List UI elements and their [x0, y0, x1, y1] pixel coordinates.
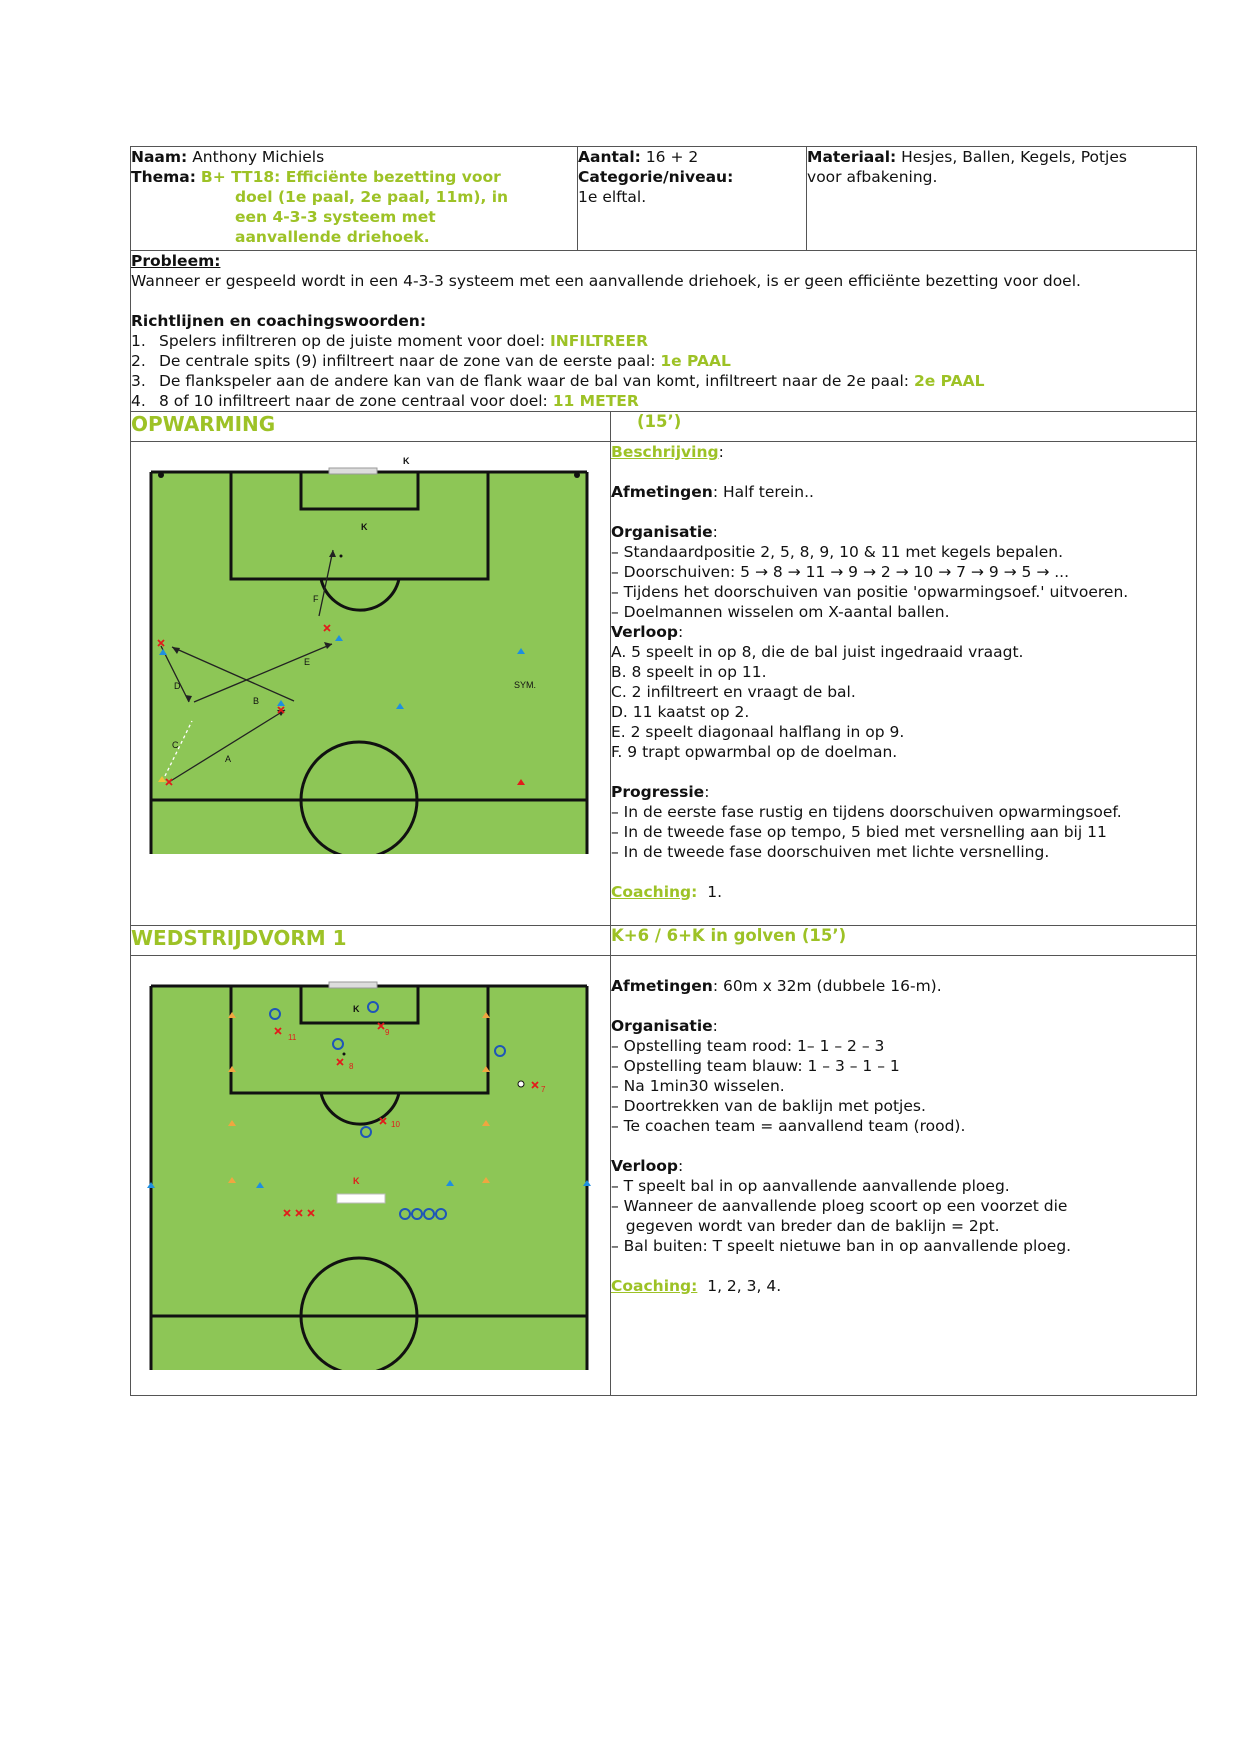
- verloop-line: E. 2 speelt diagonaal halflang in op 9.: [611, 723, 905, 741]
- organisatie-line: – Opstelling team blauw: 1 – 3 – 1 – 1: [611, 1057, 900, 1075]
- coaching-label: Coaching:: [611, 1277, 698, 1295]
- pitch-grass: [151, 986, 587, 1370]
- goal-top: [329, 982, 377, 988]
- organisatie-line: – Na 1min30 wisselen.: [611, 1077, 785, 1095]
- progressie-line: – In de eerste fase rustig en tijdens doorschuiven opwarmingsoef.: [611, 803, 1122, 821]
- richtlijn-item: 3. De flankspeler aan de andere kan van de flank waar de bal van komt, infiltreert naar de 2e paal: 2e PAAL: [131, 372, 985, 390]
- afmetingen-label: Afmetingen: [611, 977, 713, 995]
- label-b: B: [253, 696, 260, 706]
- opwarming-duration: (15’): [611, 412, 1197, 442]
- beschrijving-label: Beschrijving: [611, 443, 719, 461]
- label-sym: SYM.: [514, 680, 537, 690]
- label-a: A: [225, 754, 232, 764]
- label-f: F: [313, 594, 319, 604]
- thema-line-2: doel (1e paal, 2e paal, 11m), in: [235, 188, 509, 206]
- wedstrijdvorm-description: Afmetingen: 60m x 32m (dubbele 16-m). Organisatie: – Opstelling team rood: 1– 1 – 2 – 3 – Opstelling team blauw: 1 – 3 – 1 – 1 – Na 1min30 wisselen. – Doortrekken van de baklijn met potjes. – Te coachen team = aanvallend team (rood). Verloop: – T speelt bal in op aanvallende aanvallende ploeg. – Wanneer de aanvallende ploeg scoort op een voorzet die gegeven wordt van breder dan de baklijn = 2pt. – Bal buiten: T speelt nietuwe ban in op aanvallende ploeg. Coaching: 1, 2, 3, 4.: [611, 956, 1197, 1396]
- opwarming-diagram-cell: [131, 442, 611, 926]
- materiaal-label: Materiaal:: [807, 148, 897, 166]
- ball: [343, 1053, 346, 1056]
- progressie-line: – In de tweede fase doorschuiven met lichte versnelling.: [611, 843, 1050, 861]
- opwarming-title: OPWARMING: [131, 412, 611, 442]
- num-7: 7: [541, 1085, 546, 1094]
- organisatie-label: Organisatie: [611, 523, 713, 541]
- verloop-line: F. 9 trapt opwarmbal op de doelman.: [611, 743, 898, 761]
- thema-line-1: B+ TT18: Efficiënte bezetting voor: [200, 168, 501, 186]
- header-materiaal-cell: [807, 147, 1197, 251]
- probleem-cell: [131, 251, 1197, 412]
- organisatie-line: – Opstelling team rood: 1– 1 – 2 – 3: [611, 1037, 885, 1055]
- label-d: D: [174, 681, 181, 691]
- thema-line-3: een 4-3-3 systeem met: [235, 208, 436, 226]
- verloop-line: D. 11 kaatst op 2.: [611, 703, 750, 721]
- coaching-value: 1.: [707, 883, 723, 901]
- categorie-value: 1e elftal.: [578, 188, 647, 206]
- coaching-label: Coaching: [611, 883, 692, 901]
- afmetingen-value: : 60m x 32m (dubbele 16-m).: [712, 977, 942, 995]
- organisatie-line: – Standaardpositie 2, 5, 8, 9, 10 & 11 met kegels bepalen.: [611, 543, 1064, 561]
- organisatie-line: – Doorschuiven: 5 → 8 → 11 → 9 → 2 → 10 → 7 → 9 → 5 → ...: [611, 563, 1070, 581]
- verloop-line: gegeven wordt van breder dan de baklijn = 2pt.: [611, 1217, 1000, 1235]
- aantal-value: 16 + 2: [645, 148, 699, 166]
- naam-value: Anthony Michiels: [192, 148, 325, 166]
- opwarming-description: Beschrijving: Afmetingen: Half terein.. Organisatie: – Standaardpositie 2, 5, 8, 9, 10 & 11 met kegels bepalen. – Doorschuiven: 5 → 8 → 11 → 9 → 2 → 10 → 7 → 9 → 5 → ... – Tijdens het doorschuiven van positie 'opwarmingsoef.' uitvoeren. – Doelmannen wisselen om X-aantal ballen. Verloop: A. 5 speelt in op 8, die de bal juist ingedraaid vraagt. B. 8 speelt in op 11. C. 2 infiltreert en vraagt de bal. D. 11 kaatst op 2. E. 2 speelt diagonaal halflang in op 9. F. 9 trapt opwarmbal op de doelman. Progressie: – In de eerste fase rustig en tijdens doorschuiven opwarmingsoef. – In de tweede fase op tempo, 5 bied met versnelling aan bij 11 – In de tweede fase doorschuiven met lichte versnelling. Coaching: 1.: [611, 442, 1197, 926]
- materiaal-line-2: voor afbakening.: [807, 168, 938, 186]
- wedstrijdvorm-subtitle: K+6 / 6+K in golven (15’): [611, 926, 1197, 956]
- richtlijnen-label: Richtlijnen en coachingswoorden:: [131, 312, 427, 330]
- verloop-line: C. 2 infiltreert en vraagt de bal.: [611, 683, 856, 701]
- thema-line-4: aanvallende driehoek.: [235, 228, 430, 246]
- opwarming-pitch-diagram: [141, 444, 597, 854]
- verloop-line: A. 5 speelt in op 8, die de bal juist ingedraaid vraagt.: [611, 643, 1024, 661]
- progressie-line: – In de tweede fase op tempo, 5 bied met versnelling aan bij 11: [611, 823, 1107, 841]
- verloop-line: – Bal buiten: T speelt nietuwe ban in op aanvallende ploeg.: [611, 1237, 1072, 1255]
- naam-label: Naam:: [131, 148, 188, 166]
- training-table: [130, 146, 1197, 1396]
- k-label-top: K: [403, 456, 410, 466]
- k-label-bottom: K: [353, 1176, 360, 1186]
- organisatie-line: – Doelmannen wisselen om X-aantal ballen.: [611, 603, 950, 621]
- wedstrijdvorm-pitch-diagram: [141, 958, 597, 1370]
- probleem-text: Wanneer er gespeeld wordt in een 4-3-3 systeem met een aanvallende driehoek, is er geen efficiënte bezetting voor doel.: [131, 272, 1081, 290]
- num-8: 8: [349, 1062, 354, 1071]
- wedstrijdvorm-diagram-cell: [131, 956, 611, 1396]
- k-label-box: K: [361, 522, 368, 532]
- goal: [329, 468, 377, 474]
- richtlijn-item: 2. De centrale spits (9) infiltreert naar de zone van de eerste paal: 1e PAAL: [131, 352, 731, 370]
- categorie-label: Categorie/niveau:: [578, 168, 734, 186]
- verloop-line: – T speelt bal in op aanvallende aanvallende ploeg.: [611, 1177, 1010, 1195]
- label-e: E: [304, 657, 311, 667]
- pitch-grass: [151, 472, 587, 854]
- afmetingen-value: : Half terein..: [712, 483, 814, 501]
- label-c: C: [172, 740, 179, 750]
- ball-wide: [518, 1081, 524, 1087]
- session-sheet: [130, 146, 1196, 1396]
- materiaal-line-1: Hesjes, Ballen, Kegels, Potjes: [901, 148, 1127, 166]
- progressie-label: Progressie: [611, 783, 705, 801]
- verloop-line: – Wanneer de aanvallende ploeg scoort op een voorzet die: [611, 1197, 1068, 1215]
- afmetingen-label: Afmetingen: [611, 483, 713, 501]
- verloop-label: Verloop: [611, 623, 679, 641]
- thema-label: Thema:: [131, 168, 196, 186]
- num-10: 10: [391, 1120, 400, 1129]
- coaching-value: 1, 2, 3, 4.: [707, 1277, 782, 1295]
- k-label-top: K: [353, 1004, 360, 1014]
- ball: [340, 555, 343, 558]
- header-aantal-cell: [578, 147, 807, 251]
- richtlijnen-list: [131, 331, 1196, 411]
- verloop-label: Verloop: [611, 1157, 679, 1175]
- organisatie-line: – Doortrekken van de baklijn met potjes.: [611, 1097, 926, 1115]
- num-11: 11: [288, 1033, 297, 1042]
- verloop-line: B. 8 speelt in op 11.: [611, 663, 767, 681]
- num-9: 9: [385, 1028, 390, 1037]
- goal-bottom: [337, 1194, 385, 1203]
- organisatie-label: Organisatie: [611, 1017, 713, 1035]
- aantal-label: Aantal:: [578, 148, 641, 166]
- richtlijn-item: 4. 8 of 10 infiltreert naar de zone centraal voor doel: 11 METER: [131, 392, 639, 410]
- organisatie-line: – Tijdens het doorschuiven van positie 'opwarmingsoef.' uitvoeren.: [611, 583, 1129, 601]
- richtlijn-item: 1. Spelers infiltreren op de juiste moment voor doel: INFILTREER: [131, 332, 649, 350]
- organisatie-line: – Te coachen team = aanvallend team (rood).: [611, 1117, 966, 1135]
- header-naam-cell: [131, 147, 578, 251]
- probleem-label: Probleem:: [131, 252, 221, 270]
- wedstrijdvorm-title: WEDSTRIJDVORM 1: [131, 926, 611, 956]
